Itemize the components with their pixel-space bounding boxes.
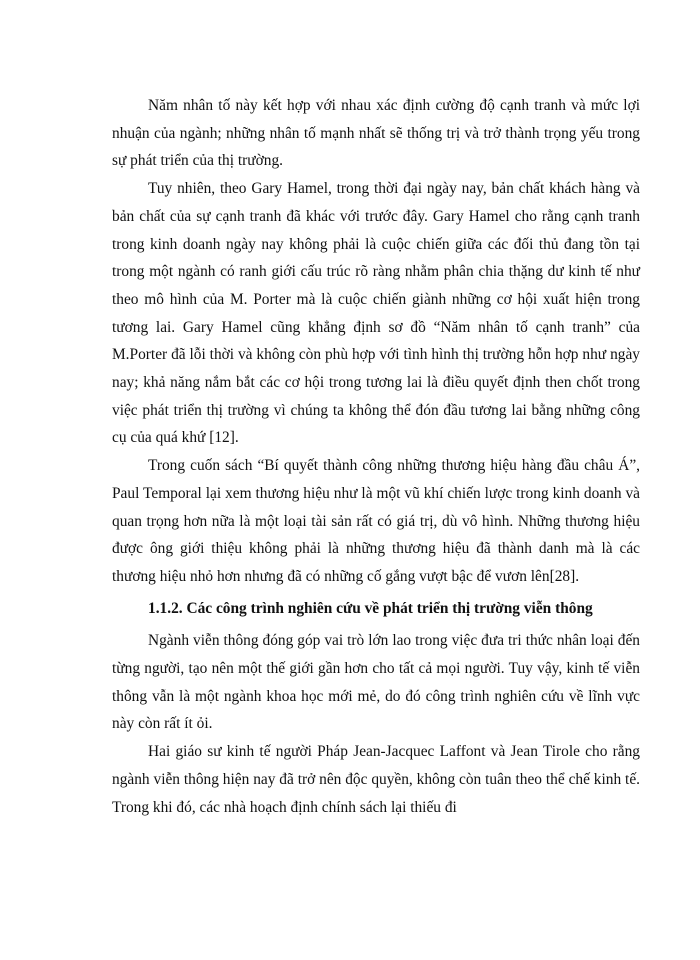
paragraph: Hai giáo sư kinh tế người Pháp Jean-Jacquec Laffont và Jean Tirole cho rằng ngành viễn thông hiện nay đã trở nên độc quyền, không còn tuân theo thể chế kinh tế. Trong khi đó, các nhà hoạch định chính sách lại thiếu đi [112,743,640,816]
section-heading: 1.1.2. Các công trình nghiên cứu về phát triển thị trường viễn thông [148,599,593,617]
paragraph: Trong cuốn sách “Bí quyết thành công những thương hiệu hàng đầu châu Á”, Paul Temporal lại xem thương hiệu như là một vũ khí chiến lược trong kinh doanh và quan trọng hơn nữa là một loại tài sản rất có giá trị, dù vô hình. Những thương hiệu được ông giới thiệu không phải là những thương hiệu đã thành danh mà là các thương hiệu nhỏ hơn nhưng đã có những cố gắng vượt bậc để vươn lên[28]. [112,457,640,585]
paragraph: Năm nhân tố này kết hợp với nhau xác định cường độ cạnh tranh và mức lợi nhuận của ngành; những nhân tố mạnh nhất sẽ thống trị và trở thành trọng yếu trong sự phát triển của thị trường. [112,97,640,170]
paragraph: Ngành viễn thông đóng góp vai trò lớn lao trong việc đưa tri thức nhân loại đến từng người, tạo nên một thế giới gần hơn cho tất cả mọi người. Tuy vậy, kinh tế viễn thông vẫn là một ngành khoa học mới mẻ, do đó công trình nghiên cứu về lĩnh vực này còn rất ít ỏi. [112,632,640,733]
paragraph: Tuy nhiên, theo Gary Hamel, trong thời đại ngày nay, bản chất khách hàng và bản chất của sự cạnh tranh đã khác với trước đây. Gary Hamel cho rằng cạnh tranh trong kinh doanh ngày nay không phải là cuộc chiến giữa các đối thủ đang tồn tại trong một ngành có ranh giới cấu trúc rõ ràng nhằm phân chia thặng dư kinh tế như theo mô hình của M. Porter mà là cuộc chiến giành những cơ hội xuất hiện trong tương lai. Gary Hamel cũng khẳng định sơ đồ “Năm nhân tố cạnh tranh” của M.Porter đã lỗi thời và không còn phù hợp với tình hình thị trường hỗn hợp như ngày nay; khả năng nắm bắt các cơ hội trong tương lai là điều quyết định then chốt trong việc phát triển thị trường vì chúng ta không thể đón đầu tương lai bằng những công cụ của quá khứ [12]. [112,180,640,447]
document-body [112,92,640,821]
